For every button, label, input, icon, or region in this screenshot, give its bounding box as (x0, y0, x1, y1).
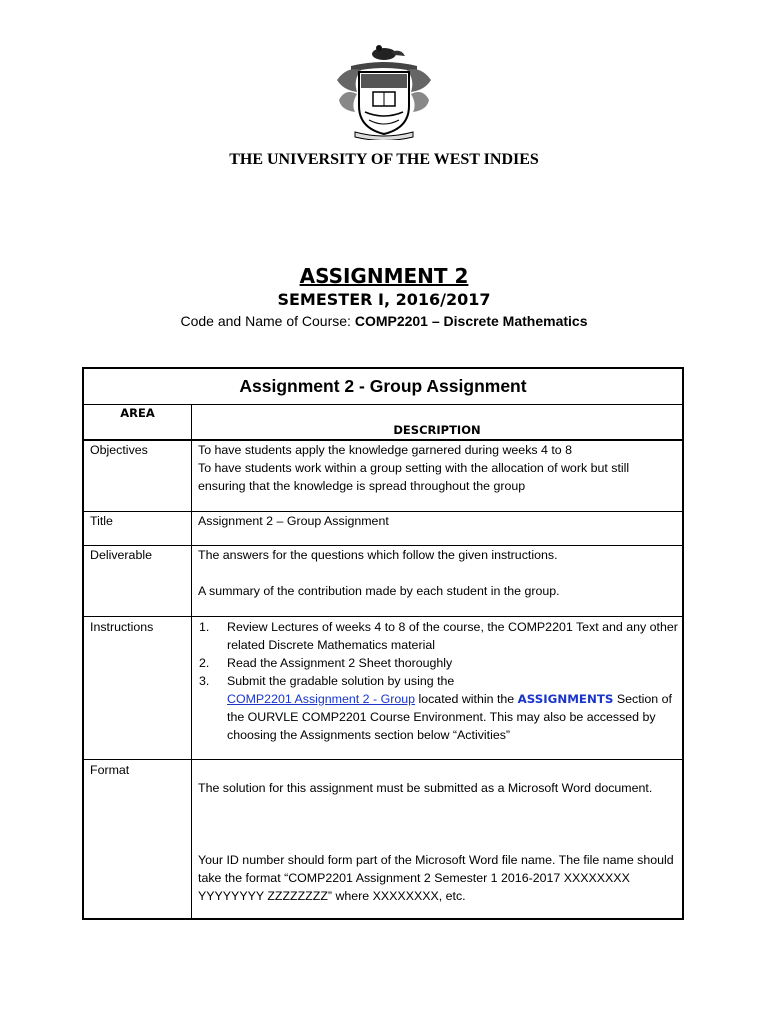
list-text: located within the (415, 692, 518, 706)
assignment-table (82, 367, 684, 920)
title-value: Assignment 2 – Group Assignment (198, 514, 389, 528)
objectives-description (198, 441, 678, 495)
assignment-submission-link[interactable]: COMP2201 Assignment 2 - Group (227, 692, 416, 706)
row-divider (84, 404, 682, 405)
format-line: Your ID number should form part of the Microsoft Word file name. The file name should take the format “COMP2201 Assignment 2 Semester 1 2016-2017 XXXXXXXX YYYYYYYY ZZZZZZZZ” where XXXXXXXX, etc. (198, 853, 674, 903)
format-line: The solution for this assignment must be submitted as a Microsoft Word document. (198, 781, 653, 795)
list-number: 3. (199, 674, 210, 688)
list-text: Read the Assignment 2 Sheet thoroughly (227, 656, 453, 670)
course-label: Code and Name of Course: (180, 313, 355, 329)
objectives-label: Objectives (90, 443, 148, 457)
objectives-line: To have students apply the knowledge garnered during weeks 4 to 8 (198, 443, 573, 457)
list-text: Review Lectures of weeks 4 to 8 of the course, the COMP2201 Text and any other related Discrete Mathematics material (227, 620, 678, 652)
description-column-header: DESCRIPTION (393, 423, 481, 437)
course-name: COMP2201 – Discrete Mathematics (354, 313, 588, 329)
table-heading: Assignment 2 - Group Assignment (239, 376, 527, 396)
list-text: Section of the OURVLE COMP2201 Course Environment. This may also be accessed by choosing the Assignments section below “Activities” (227, 692, 672, 742)
list-number: 2. (199, 656, 210, 670)
list-item (198, 618, 680, 654)
assignments-keyword: ASSIGNMENTS (517, 692, 614, 706)
semester-line: SEMESTER I, 2016/2017 (277, 290, 491, 309)
column-divider (191, 404, 192, 918)
row-divider (84, 759, 682, 760)
list-item (198, 672, 680, 744)
objectives-line: To have students work within a group setting with the allocation of work but still ensuring that the knowledge is spread throughout the group (198, 461, 630, 493)
list-item (198, 654, 680, 672)
course-line (0, 313, 768, 329)
list-text: Submit the gradable solution by using the (227, 674, 455, 688)
title-label: Title (90, 514, 113, 528)
area-column-header: AREA (120, 406, 155, 420)
deliverable-description (198, 546, 678, 600)
university-name: THE UNIVERSITY OF THE WEST INDIES (229, 151, 539, 168)
deliverable-line: The answers for the questions which follow the given instructions. (198, 548, 558, 562)
assignment-title: ASSIGNMENT 2 (299, 264, 469, 288)
deliverable-line: A summary of the contribution made by each student in the group. (198, 584, 560, 598)
format-label: Format (90, 763, 130, 777)
instructions-label: Instructions (90, 620, 154, 634)
university-crest (329, 40, 439, 140)
list-number: 1. (199, 620, 210, 634)
row-divider (84, 616, 682, 617)
deliverable-label: Deliverable (90, 548, 152, 562)
format-description (198, 779, 678, 905)
instructions-list (198, 618, 680, 744)
